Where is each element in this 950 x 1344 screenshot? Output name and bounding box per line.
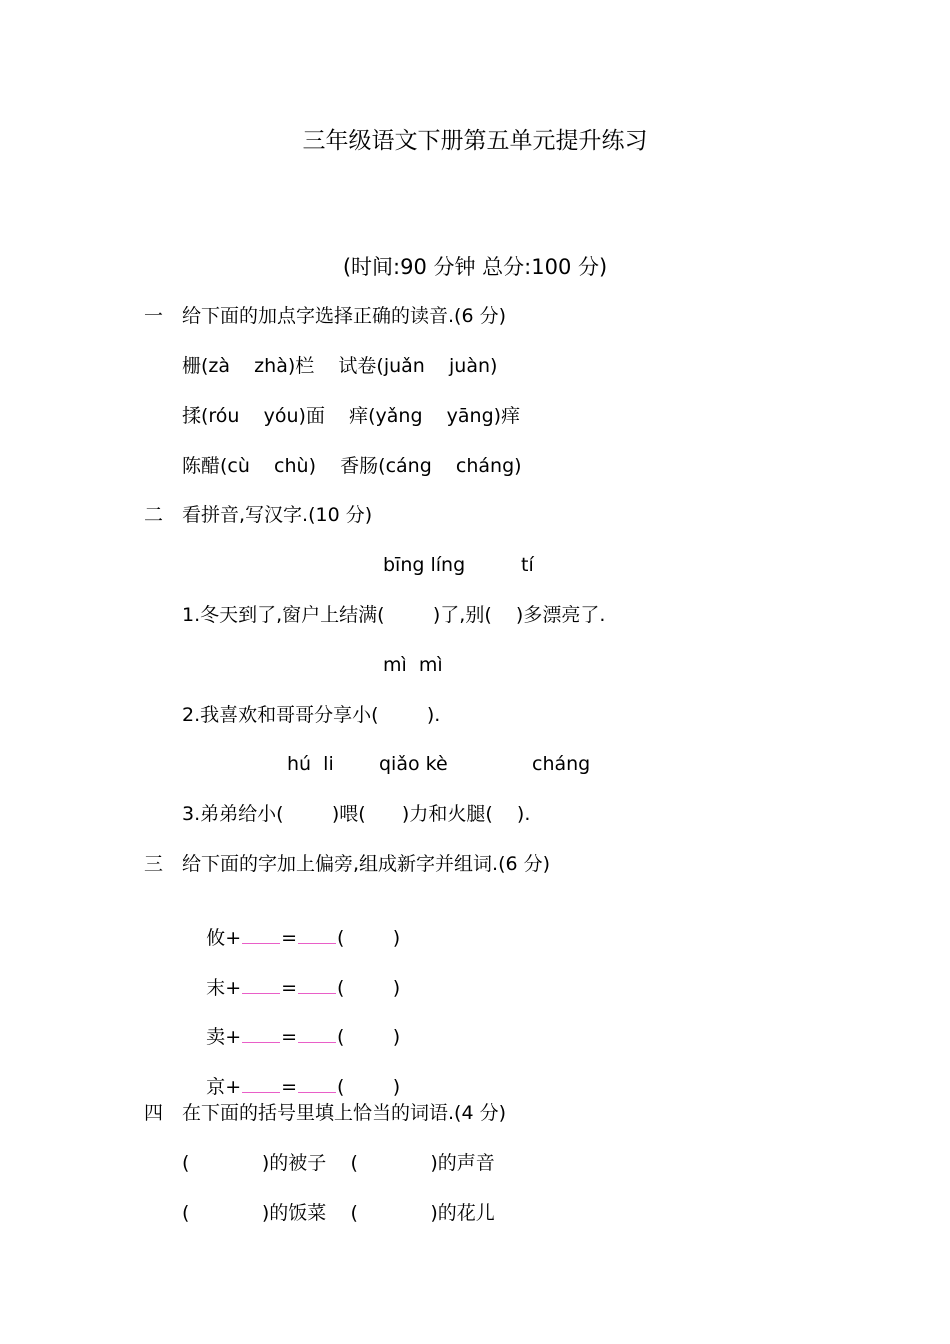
- fill-in-sentence: 3.弟弟给小( )喂( )力和火腿( ).: [182, 803, 531, 825]
- section-3-heading: 给下面的字加上偏旁,组成新字并组词.(6 分): [182, 853, 551, 875]
- equals-sign: =: [281, 977, 298, 999]
- fill-in-sentence: 2.我喜欢和哥哥分享小( ).: [182, 704, 441, 726]
- plus-sign: +: [225, 977, 242, 999]
- equals-sign: =: [281, 927, 298, 949]
- fill-in-sentence: 1.冬天到了,窗户上结满( )了,别( )多漂亮了.: [182, 604, 606, 626]
- section-3-number: 三: [144, 853, 164, 875]
- section-1-heading: 给下面的加点字选择正确的读音.(6 分): [182, 305, 506, 327]
- new-character-blank[interactable]: [298, 976, 336, 994]
- section-4-number: 四: [144, 1102, 164, 1124]
- word-parentheses: ( ): [337, 927, 401, 949]
- new-character-blank[interactable]: [298, 1025, 336, 1043]
- word-parentheses: ( ): [337, 977, 401, 999]
- pinyin-hint: cháng: [532, 753, 591, 775]
- question-line: 揉(róu yóu)面 痒(yǎng yāng)痒: [182, 405, 521, 427]
- section-2-number: 二: [144, 504, 164, 526]
- equals-sign: =: [281, 1026, 298, 1048]
- radical-blank[interactable]: [242, 926, 280, 944]
- pinyin-hint: tí: [521, 554, 534, 576]
- pinyin-hint: qiǎo kè: [379, 753, 448, 775]
- base-character: 卖: [206, 1026, 226, 1048]
- radical-blank[interactable]: [242, 1075, 280, 1093]
- word-fill-line: ( )的被子 ( )的声音: [182, 1152, 495, 1174]
- question-line: 栅(zà zhà)栏 试卷(juǎn juàn): [182, 355, 498, 377]
- base-character: 末: [206, 977, 226, 999]
- pinyin-hint: mì mì: [383, 654, 443, 676]
- page-title: 三年级语文下册第五单元提升练习: [302, 128, 648, 154]
- section-4-heading: 在下面的括号里填上恰当的词语.(4 分): [182, 1102, 506, 1124]
- new-character-blank[interactable]: [298, 926, 336, 944]
- radical-blank[interactable]: [242, 1025, 280, 1043]
- base-character: 京: [206, 1076, 226, 1098]
- pinyin-hint: bīng líng: [383, 554, 466, 576]
- question-line: 陈醋(cù chù) 香肠(cáng cháng): [182, 455, 522, 477]
- section-2-heading: 看拼音,写汉字.(10 分): [182, 504, 373, 526]
- word-parentheses: ( ): [337, 1026, 401, 1048]
- plus-sign: +: [225, 1026, 242, 1048]
- plus-sign: +: [225, 1076, 242, 1098]
- section-1-number: 一: [144, 305, 164, 327]
- word-fill-line: ( )的饭菜 ( )的花儿: [182, 1202, 495, 1224]
- base-character: 攸: [206, 927, 226, 949]
- plus-sign: +: [225, 927, 242, 949]
- pinyin-hint: hú li: [287, 753, 334, 775]
- new-character-blank[interactable]: [298, 1075, 336, 1093]
- word-parentheses: ( ): [337, 1076, 401, 1098]
- time-and-score: (时间:90 分钟 总分:100 分): [342, 255, 608, 279]
- radical-blank[interactable]: [242, 976, 280, 994]
- equals-sign: =: [281, 1076, 298, 1098]
